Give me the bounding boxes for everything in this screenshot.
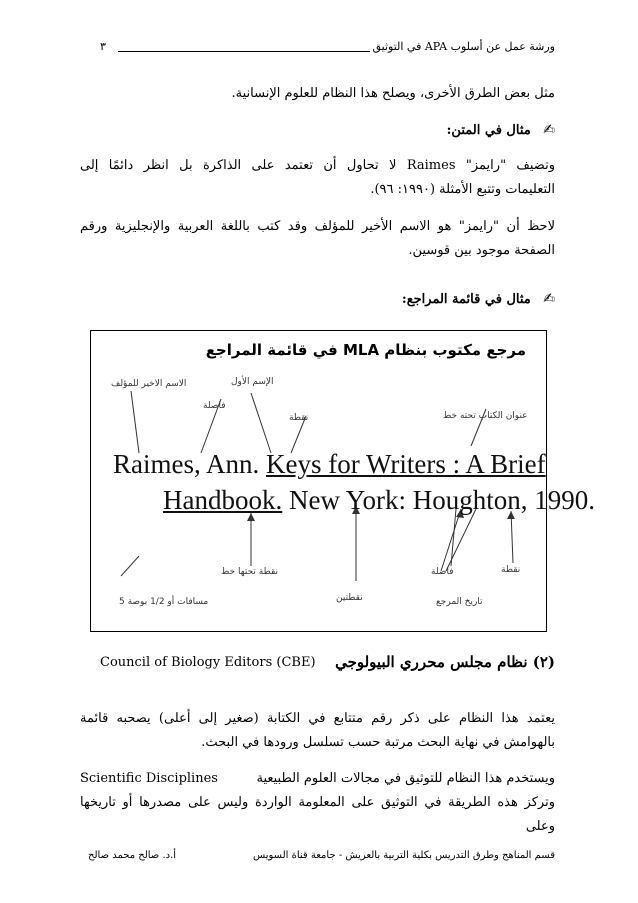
footer-text: قسم المناهج وطرق التدريس بكلية التربية بالعريش - جامعة قناة السويس bbox=[252, 850, 555, 861]
paragraph-intro: مثل بعض الطرق الأخرى، ويصلح هذا النظام للعلوم الإنسانية. bbox=[231, 86, 555, 101]
citation-title-part2: Handbook. bbox=[163, 485, 283, 515]
citation-title-part1: Keys for Writers : A Brief bbox=[266, 449, 546, 479]
arrow-last-name bbox=[131, 391, 139, 453]
example-text-heading bbox=[80, 118, 555, 143]
paragraph-note-line2: الصفحة موجود بين قوسين. bbox=[408, 243, 555, 258]
label-book-title: عنوان الكتاب تحته خط bbox=[443, 411, 528, 421]
cbe-heading-arabic: (٢) نظام مجلس محرري البيولوجي bbox=[335, 653, 555, 671]
cbe-text-line2: بالهوامش في نهاية البحث مرتبة حسب تسلسل ورودها في البحث. bbox=[201, 735, 555, 750]
label-colon: نقطتين bbox=[336, 593, 363, 603]
example-references-heading-label: مثال في قائمة المراجع: bbox=[401, 292, 531, 307]
pencil-icon: ✍ bbox=[543, 122, 555, 138]
label-comma-top: فاصلة bbox=[203, 401, 226, 411]
label-ref-date: تاريخ المرجع bbox=[436, 597, 483, 607]
label-period-underlined: نقطة تحتها خط bbox=[221, 567, 279, 577]
label-period-bottom: نقطة bbox=[501, 565, 521, 575]
header-rule bbox=[118, 51, 370, 52]
figure-title: مرجع مكتوب بنظام MLA في قائمة المراجع bbox=[205, 341, 526, 359]
citation-line-2 bbox=[163, 485, 595, 516]
label-period-top: نقطة bbox=[289, 413, 309, 423]
paragraph-raimes-line2: التعليمات وتتبع الأمثلة (١٩٩٠: ٩٦). bbox=[370, 182, 555, 197]
citation-line-1 bbox=[113, 449, 546, 480]
mla-reference-figure bbox=[90, 330, 596, 632]
cbe-heading-english: Council of Biology Editors (CBE) bbox=[100, 655, 316, 670]
header-title: ورشة عمل عن أسلوب APA في التوثيق bbox=[372, 40, 555, 53]
label-spaces: 5 مسافات أو 1/2 بوصة bbox=[119, 597, 209, 607]
citation-publisher: New York: Houghton, 1990. bbox=[282, 485, 596, 515]
arrow-first-name bbox=[251, 393, 271, 453]
arrow-spaces bbox=[121, 556, 139, 576]
citation-author: Raimes, Ann. bbox=[113, 449, 266, 479]
cbe-text-line3-english: Scientific Disciplines bbox=[80, 771, 218, 786]
footer-author: أ.د. صالح محمد صالح bbox=[88, 850, 177, 861]
example-text-heading-label: مثال في المتن: bbox=[446, 123, 531, 138]
label-first-name: الإسم الأول bbox=[231, 377, 274, 387]
label-last-name: الاسم الاخير للمؤلف bbox=[111, 379, 187, 389]
paragraph-raimes-line1: وتضيف "رايمز" Raimes لا تحاول أن تعتمد على الذاكرة بل انظر دائمًا إلى bbox=[80, 158, 555, 173]
cbe-text-line1: يعتمد هذا النظام على ذكر رقم متتابع في الكتابة (صغير إلى أعلى) يصحبه قائمة bbox=[80, 711, 555, 726]
annotation-arrows bbox=[91, 331, 546, 631]
cbe-text-line4: وتركز هذه الطريقة في التوثيق على المعلومة الواردة وليس على مصدرها أو تاريخها وعلى bbox=[80, 795, 555, 834]
example-references-heading bbox=[80, 287, 555, 312]
page-number: ٣ bbox=[100, 40, 106, 53]
label-comma-bottom: فاصلة bbox=[431, 567, 454, 577]
paragraph-note-line1: لاحظ أن "رايمز" هو الاسم الأخير للمؤلف وقد كتب باللغة العربية والإنجليزية ورقم bbox=[80, 219, 555, 234]
cbe-text-line3-arabic: ويستخدم هذا النظام للتوثيق في مجالات العلوم الطبيعية bbox=[256, 771, 555, 786]
pencil-icon: ✍ bbox=[543, 291, 555, 307]
